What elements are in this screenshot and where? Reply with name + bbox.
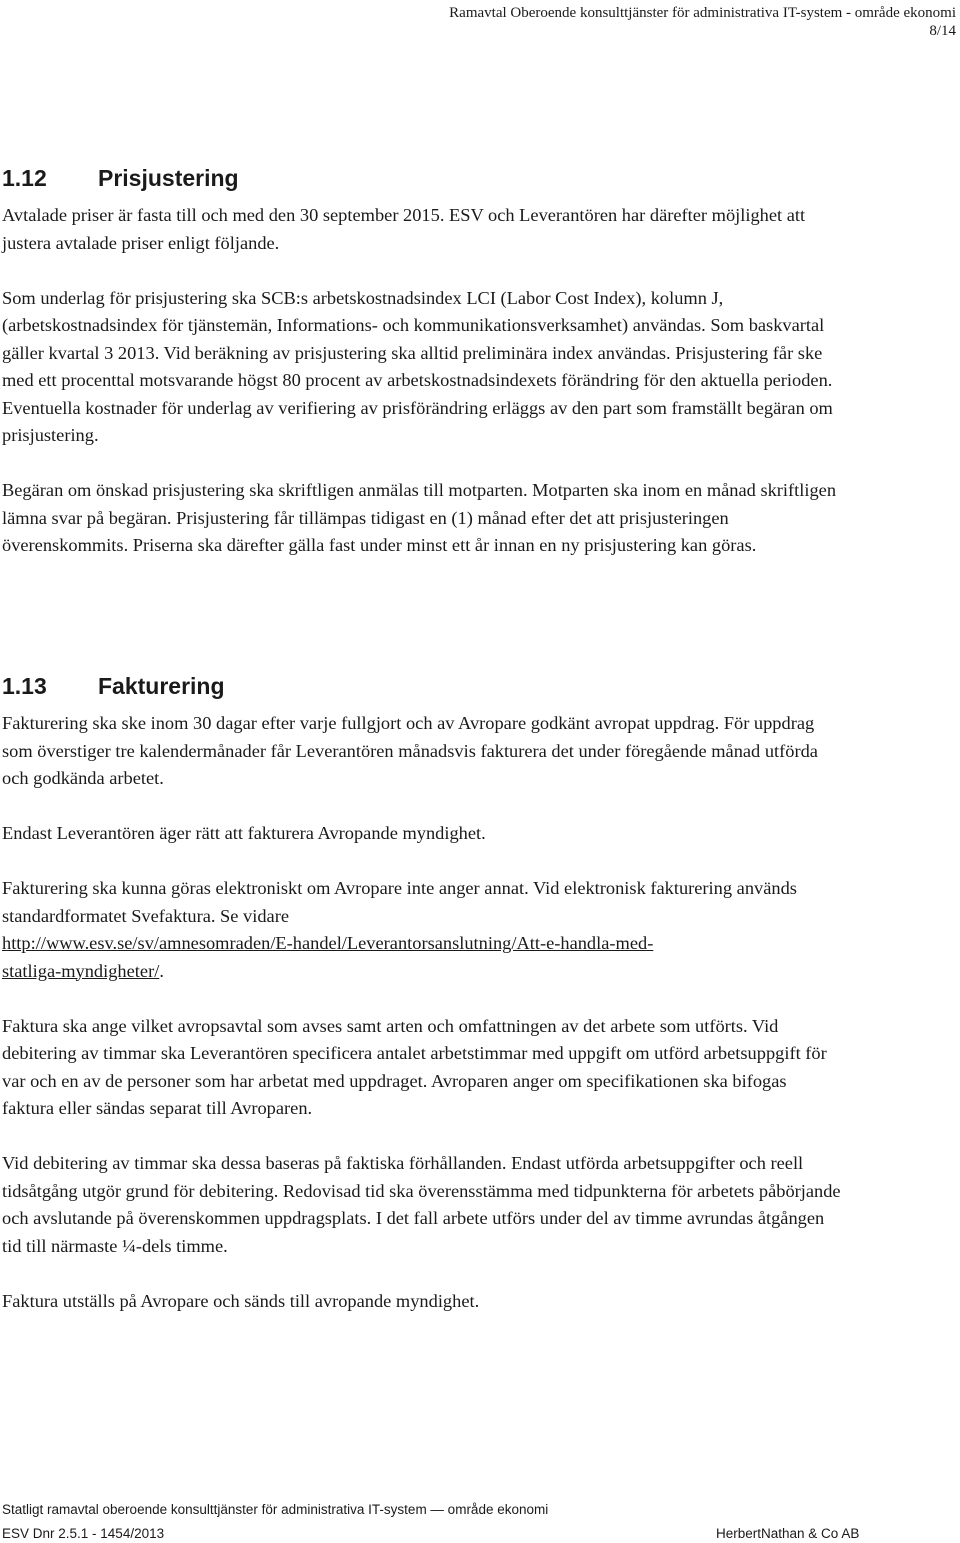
paragraph: Vid debitering av timmar ska dessa baseras på faktiska förhållanden. Endast utförda arbetsuppgifter och reell tidsåtgång utgör grund för debitering. Redovisad tid ska överensstämma med tidpunkterna för arbetets påbörjande och avslutande på överenskommen uppdragsplats. I det fall arbete utförs under del av timme avrundas åtgången tid till närmaste ¼-dels timme. [2, 1153, 841, 1256]
paragraph: Begäran om önskad prisjustering ska skriftligen anmälas till motparten. Motparten ska inom en månad skriftligen lämna svar på begäran. Prisjustering får tillämpas tidigast en (1) månad efter det att prisjusteringen överenskommits. Priserna ska därefter gälla fast under minst ett år innan en ny prisjustering kan göras. [2, 480, 837, 555]
link-paragraph-end: . [159, 960, 164, 981]
page-number: 8/14 [929, 23, 956, 39]
paragraph: Faktura utställs på Avropare och sänds till avropande myndighet. [2, 1290, 480, 1311]
footer-dnr: ESV Dnr 2.5.1 - 1454/2013 [2, 1526, 165, 1541]
esv-link[interactable] [2, 933, 653, 981]
footer-company: HerbertNathan & Co AB [716, 1526, 860, 1541]
section-title: Fakturering [98, 673, 225, 699]
section-number: 1.12 [2, 165, 47, 191]
paragraph: Endast Leverantören äger rätt att fakturera Avropande myndighet. [2, 823, 486, 843]
section-prisjustering [2, 164, 842, 560]
paragraph-with-link [2, 875, 842, 985]
section-title: Prisjustering [98, 165, 239, 191]
paragraph: Faktura ska ange vilket avropsavtal som avses samt arten och omfattningen av det arbete som utförts. Vid debitering av timmar ska Leverantören specificera antalet arbetstimmar med uppgift om utförd arbetsuppgift för var och en av de personer som har arbetat med uppdraget. Avroparen anger om specifikationen ska bifogas faktura eller sändas separat till Avroparen. [2, 1015, 827, 1118]
section-number: 1.13 [2, 673, 47, 699]
paragraph: Avtalade priser är fasta till och med den 30 september 2015. ESV och Leverantören har därefter möjlighet att justera avtalade priser enligt följande. [2, 205, 806, 253]
link-paragraph-text: Fakturering ska kunna göras elektroniskt om Avropare inte anger annat. Vid elektronisk fakturering används standardformatet Svefaktura. Se vidare [2, 878, 797, 926]
section-fakturering [2, 672, 842, 1315]
esv-link-part1: http://www.esv.se/sv/amnesomraden/E-handel/Leverantorsanslutning/Att-e-handla-med- [2, 933, 654, 953]
section-heading [2, 672, 842, 700]
section-heading [2, 164, 842, 192]
footer-agreement-title: Statligt ramavtal oberoende konsulttjänster för administrativa IT-system — område ekonomi [2, 1502, 549, 1517]
paragraph: Fakturering ska ske inom 30 dagar efter varje fullgjort och av Avropare godkänt avropat uppdrag. För uppdrag som överstiger tre kalendermånader får Leverantören månadsvis fakturera det under föregående månad utförda och godkända arbetet. [2, 713, 818, 788]
running-header-title: Ramavtal Oberoende konsulttjänster för administrativa IT-system - område ekonomi [449, 5, 956, 21]
paragraph: Som underlag för prisjustering ska SCB:s arbetskostnadsindex LCI (Labor Cost Index), kolumn J, (arbetskostnadsindex för tjänstemän, Informations- och kommunikationsverksamhet) användas. Som baskvartal gäller kvartal 3 2013. Vid beräkning av prisjustering ska alltid preliminära index användas. Prisjustering får ske med ett procenttal motsvarande högst 80 procent av arbetskostnadsindexets förändring för den aktuella perioden. Eventuella kostnader för underlag av verifiering av prisförändring erläggs av den part som framställt begäran om prisjustering. [2, 287, 833, 445]
esv-link-part2: statliga-myndigheter/ [2, 960, 160, 981]
